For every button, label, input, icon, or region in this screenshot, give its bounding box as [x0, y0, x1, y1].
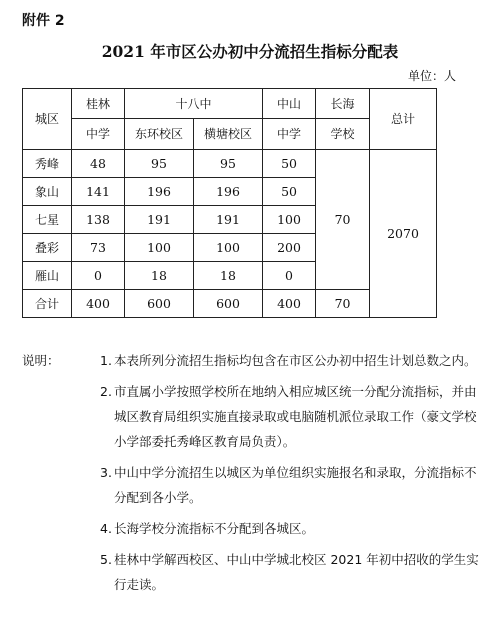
- attachment-label: 附件 2: [22, 13, 65, 29]
- cell-donghuan: 95: [125, 150, 194, 178]
- sum-row-label: 合计: [23, 290, 72, 318]
- cell-hengtang: 100: [194, 234, 263, 262]
- note-item: [22, 547, 482, 597]
- cell-donghuan: 100: [125, 234, 194, 262]
- notes-lead: 说明：: [22, 353, 60, 368]
- cell-donghuan: 191: [125, 206, 194, 234]
- cell-zhongshan: 100: [263, 206, 316, 234]
- note-text: 长海学校分流指标不分配到各城区。: [114, 521, 315, 536]
- note-number: 2.: [100, 384, 112, 399]
- cell-guilin: 48: [72, 150, 125, 178]
- note-text: 本表所列分流招生指标均包含在市区公办初中招生计划总数之内。: [114, 353, 477, 368]
- cell-zhongshan: 50: [263, 150, 316, 178]
- unit-label: 单位：人: [407, 69, 456, 83]
- header-zhongshan-line2: 中学: [263, 119, 316, 150]
- header-total: 总计: [370, 89, 437, 150]
- notes-section: [22, 348, 482, 597]
- sum-guilin: 400: [72, 290, 125, 318]
- cell-donghuan: 18: [125, 262, 194, 290]
- note-number: 1.: [100, 353, 112, 368]
- cell-hengtang: 18: [194, 262, 263, 290]
- note-text: 桂林中学解西校区、中山中学城北校区 2021 年初中招收的学生实行走读。: [114, 552, 479, 592]
- cell-hengtang: 191: [194, 206, 263, 234]
- cell-guilin: 73: [72, 234, 125, 262]
- note-item: [22, 379, 482, 454]
- note-item: [22, 516, 482, 541]
- note-item: [22, 460, 482, 510]
- note-number: 3.: [100, 465, 112, 480]
- header-no18: 十八中: [125, 89, 263, 119]
- page-title: 2021 年市区公办初中分流招生指标分配表: [101, 42, 399, 61]
- cell-guilin: 0: [72, 262, 125, 290]
- sum-hengtang: 600: [194, 290, 263, 318]
- cell-zhongshan: 0: [263, 262, 316, 290]
- sum-donghuan: 600: [125, 290, 194, 318]
- header-zhongshan-line1: 中山: [263, 89, 316, 119]
- note-item: [22, 348, 482, 373]
- header-changhai-line2: 学校: [316, 119, 370, 150]
- row-district: 象山: [23, 178, 72, 206]
- note-number: 4.: [100, 521, 112, 536]
- note-number: 5.: [100, 552, 112, 567]
- cell-hengtang: 95: [194, 150, 263, 178]
- row-district: 雁山: [23, 262, 72, 290]
- cell-guilin: 138: [72, 206, 125, 234]
- cell-changhai-merged: 70: [316, 150, 370, 290]
- header-hengtang: 横塘校区: [194, 119, 263, 150]
- header-guilin-line1: 桂林: [72, 89, 125, 119]
- note-text: 中山中学分流招生以城区为单位组织实施报名和录取，分流指标不分配到各小学。: [114, 465, 477, 505]
- header-guilin-line2: 中学: [72, 119, 125, 150]
- sum-changhai: 70: [316, 290, 370, 318]
- header-changhai-line1: 长海: [316, 89, 370, 119]
- cell-total-merged: 2070: [370, 150, 437, 318]
- cell-zhongshan: 200: [263, 234, 316, 262]
- table-row: [23, 150, 437, 178]
- cell-hengtang: 196: [194, 178, 263, 206]
- cell-guilin: 141: [72, 178, 125, 206]
- note-text: 市直属小学按照学校所在地纳入相应城区统一分配分流指标，并由城区教育局组织实施直接录取或电脑随机派位录取工作（豪文学校小学部委托秀峰区教育局负责）。: [114, 384, 477, 449]
- row-district: 叠彩: [23, 234, 72, 262]
- sum-zhongshan: 400: [263, 290, 316, 318]
- allocation-table: [22, 88, 437, 318]
- cell-donghuan: 196: [125, 178, 194, 206]
- cell-zhongshan: 50: [263, 178, 316, 206]
- row-district: 七星: [23, 206, 72, 234]
- header-district: 城区: [23, 89, 72, 150]
- row-district: 秀峰: [23, 150, 72, 178]
- header-donghuan: 东环校区: [125, 119, 194, 150]
